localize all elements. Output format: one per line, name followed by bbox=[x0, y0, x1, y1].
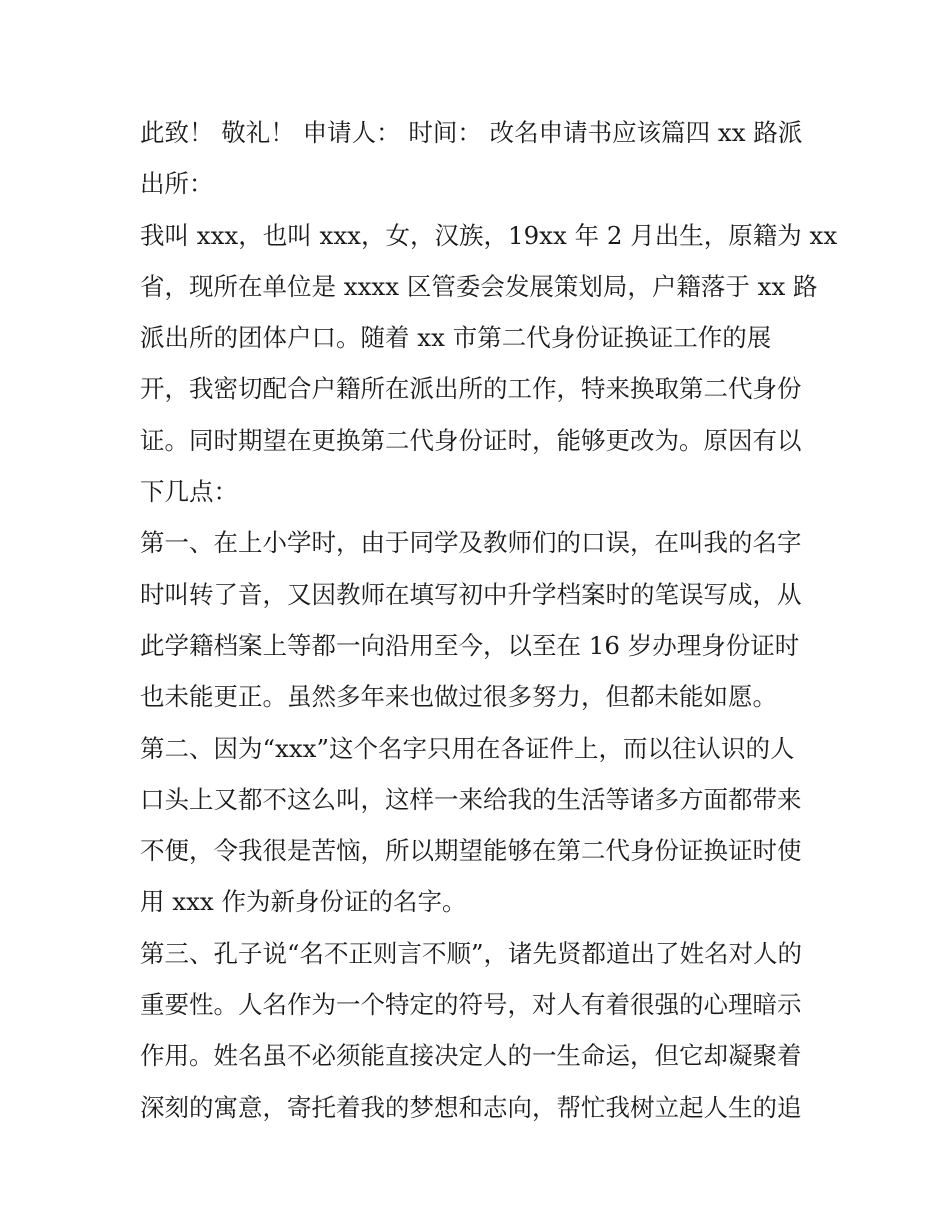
text-line: 证。同时期望在更换第二代身份证时，能够更改为。原因有以 bbox=[140, 425, 802, 455]
text-line: 开，我密切配合户籍所在派出所的工作，特来换取第二代身份 bbox=[140, 374, 802, 404]
text-line: 不便，令我很是苦恼，所以期望能够在第二代身份证换证时使 bbox=[140, 836, 802, 866]
text-line: 下几点： bbox=[140, 477, 238, 507]
text-line: 用 xxx 作为新身份证的名字。 bbox=[140, 887, 467, 917]
text-line: 第二、因为“xxx”这个名字只用在各证件上，而以往认识的人 bbox=[140, 733, 795, 763]
text-line: 作用。姓名虽不必须能直接决定人的一生命运，但它却凝聚着 bbox=[140, 1041, 802, 1071]
text-line: 深刻的寓意，寄托着我的梦想和志向，帮忙我树立起人生的追 bbox=[140, 1092, 802, 1122]
text-line: 时叫转了音，又因教师在填写初中升学档案时的笔误写成，从 bbox=[140, 579, 802, 609]
text-line: 也未能更正。虽然多年来也做过很多努力，但都未能如愿。 bbox=[140, 682, 777, 712]
text-line: 重要性。人名作为一个特定的符号，对人有着很强的心理暗示 bbox=[140, 990, 802, 1020]
text-line: 派出所的团体户口。随着 xx 市第二代身份证换证工作的展 bbox=[140, 323, 772, 353]
text-line: 省，现所在单位是 xxxx 区管委会发展策划局，户籍落于 xx 路 bbox=[140, 271, 818, 301]
text-line: 第一、在上小学时，由于同学及教师们的口误，在叫我的名字 bbox=[140, 528, 802, 558]
document-body bbox=[140, 107, 838, 1133]
text-line: 口头上又都不这么叫，这样一来给我的生活等诸多方面都带来 bbox=[140, 784, 802, 814]
text-line: 此学籍档案上等都一向沿用至今，以至在 16 岁办理身份证时 bbox=[140, 630, 800, 660]
text-line: 出所： bbox=[140, 169, 214, 199]
text-line: 此致！ 敬礼！ 申请人： 时间： 改名申请书应该篇四 xx 路派 bbox=[140, 118, 803, 147]
text-line: 第三、孔子说“名不正则言不顺”，诸先贤都道出了姓名对人的 bbox=[140, 938, 803, 968]
text-line: 我叫 xxx，也叫 xxx，女，汉族，19xx 年 2 月出生，原籍为 xx bbox=[140, 220, 838, 250]
